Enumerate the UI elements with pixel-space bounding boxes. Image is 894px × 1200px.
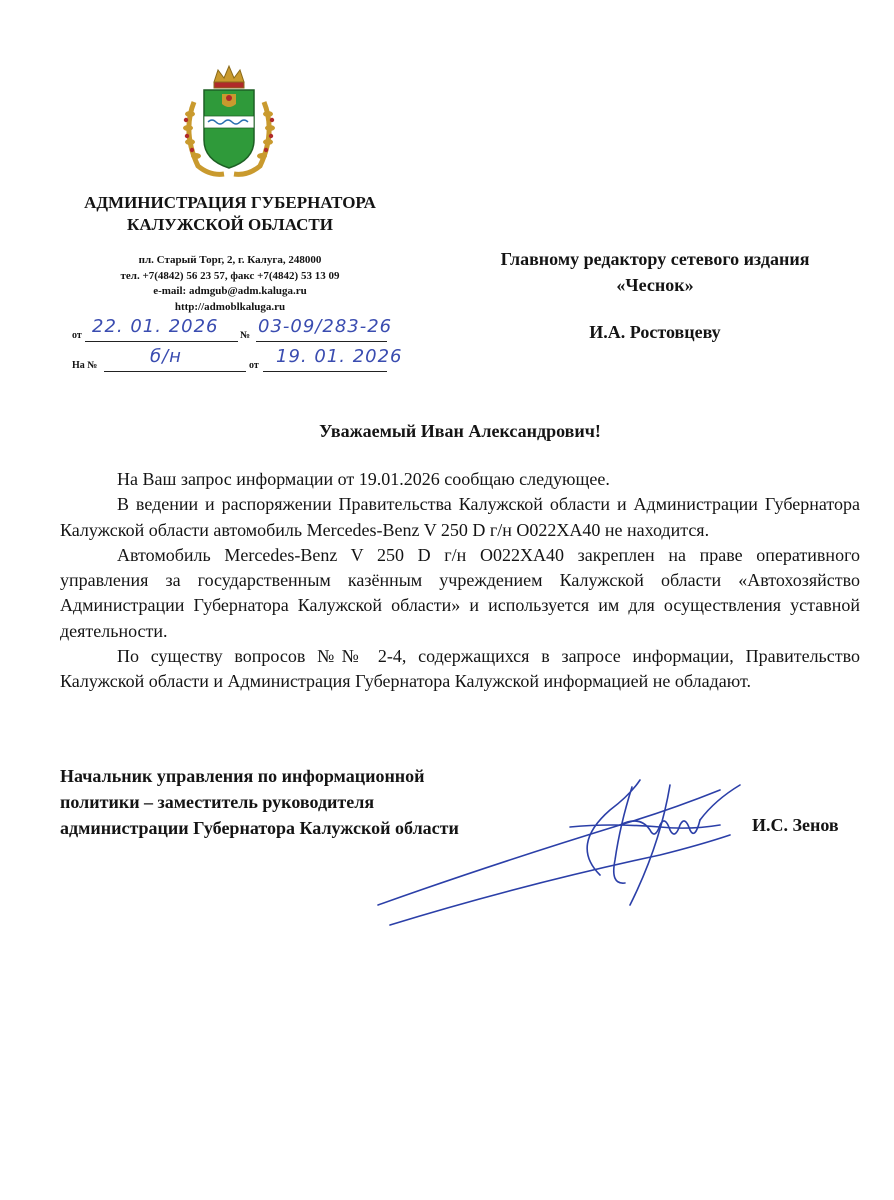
letter-body xyxy=(60,467,860,695)
number-underline xyxy=(256,341,387,342)
date-underline xyxy=(85,341,238,342)
addressee-name: И.А. Ростовцеву xyxy=(589,322,721,342)
addressee-block xyxy=(440,246,870,298)
contact-block xyxy=(70,253,390,315)
addressee-line1: Главному редактору сетевого издания xyxy=(500,249,810,269)
organization-title xyxy=(40,192,420,236)
org-title-line2: КАЛУЖСКОЙ ОБЛАСТИ xyxy=(127,215,333,234)
paragraph: В ведении и распоряжении Правительства Калужской области и Администрации Губернатора Калужской области автомобиль Mercedes-Benz V 250 D г/н О022ХА40 не находится. xyxy=(60,494,860,540)
outgoing-number: 03-09/283-26 xyxy=(258,316,393,337)
ref-underline xyxy=(104,371,246,372)
ref-date: 19. 01. 2026 xyxy=(276,346,403,367)
salutation: Уважаемый Иван Александрович! xyxy=(319,421,601,441)
paragraph: По существу вопросов №№ 2-4, содержащихся в запросе информации, Правительство Калужской области и Администрация Губернатора Калужской информацией не обладают. xyxy=(60,646,860,692)
handwritten-signature xyxy=(370,765,760,935)
from-label: от xyxy=(72,330,82,341)
position-line3: администрации Губернатора Калужской области xyxy=(60,818,459,838)
position-line1: Начальник управления по информационной xyxy=(60,766,425,786)
addressee-line2: «Чеснок» xyxy=(616,275,694,295)
position-line2: политики – заместитель руководителя xyxy=(60,792,375,812)
number-label: № xyxy=(240,330,251,341)
signer-name: И.С. Зенов xyxy=(752,815,839,835)
ref-from-label: от xyxy=(249,360,259,371)
ref-label: На № xyxy=(72,360,98,371)
paragraph: Автомобиль Mercedes-Benz V 250 D г/н О022ХА40 закреплен на праве оперативного управления за государственным казённым учреждением Калужской области «Автохозяйство Администрации Губернатора Калужской области» и используется им для осуществления уставной деятельности. xyxy=(60,544,860,641)
org-title-line1: АДМИНИСТРАЦИЯ ГУБЕРНАТОРА xyxy=(84,193,376,212)
ref-date-underline xyxy=(263,371,387,372)
outgoing-date: 22. 01. 2026 xyxy=(92,316,219,337)
address: пл. Старый Торг, 2, г. Калуга, 248000 xyxy=(138,254,322,266)
paragraph: На Ваш запрос информации от 19.01.2026 сообщаю следующее. xyxy=(117,469,610,489)
email: e-mail: admgub@adm.kaluga.ru xyxy=(153,285,307,297)
ref-number: б/н xyxy=(150,346,182,367)
coat-of-arms-emblem xyxy=(176,62,282,180)
website: http://admoblkaluga.ru xyxy=(174,300,286,313)
phone-fax: тел. +7(4842) 56 23 57, факс +7(4842) 53 13 09 xyxy=(120,269,340,282)
